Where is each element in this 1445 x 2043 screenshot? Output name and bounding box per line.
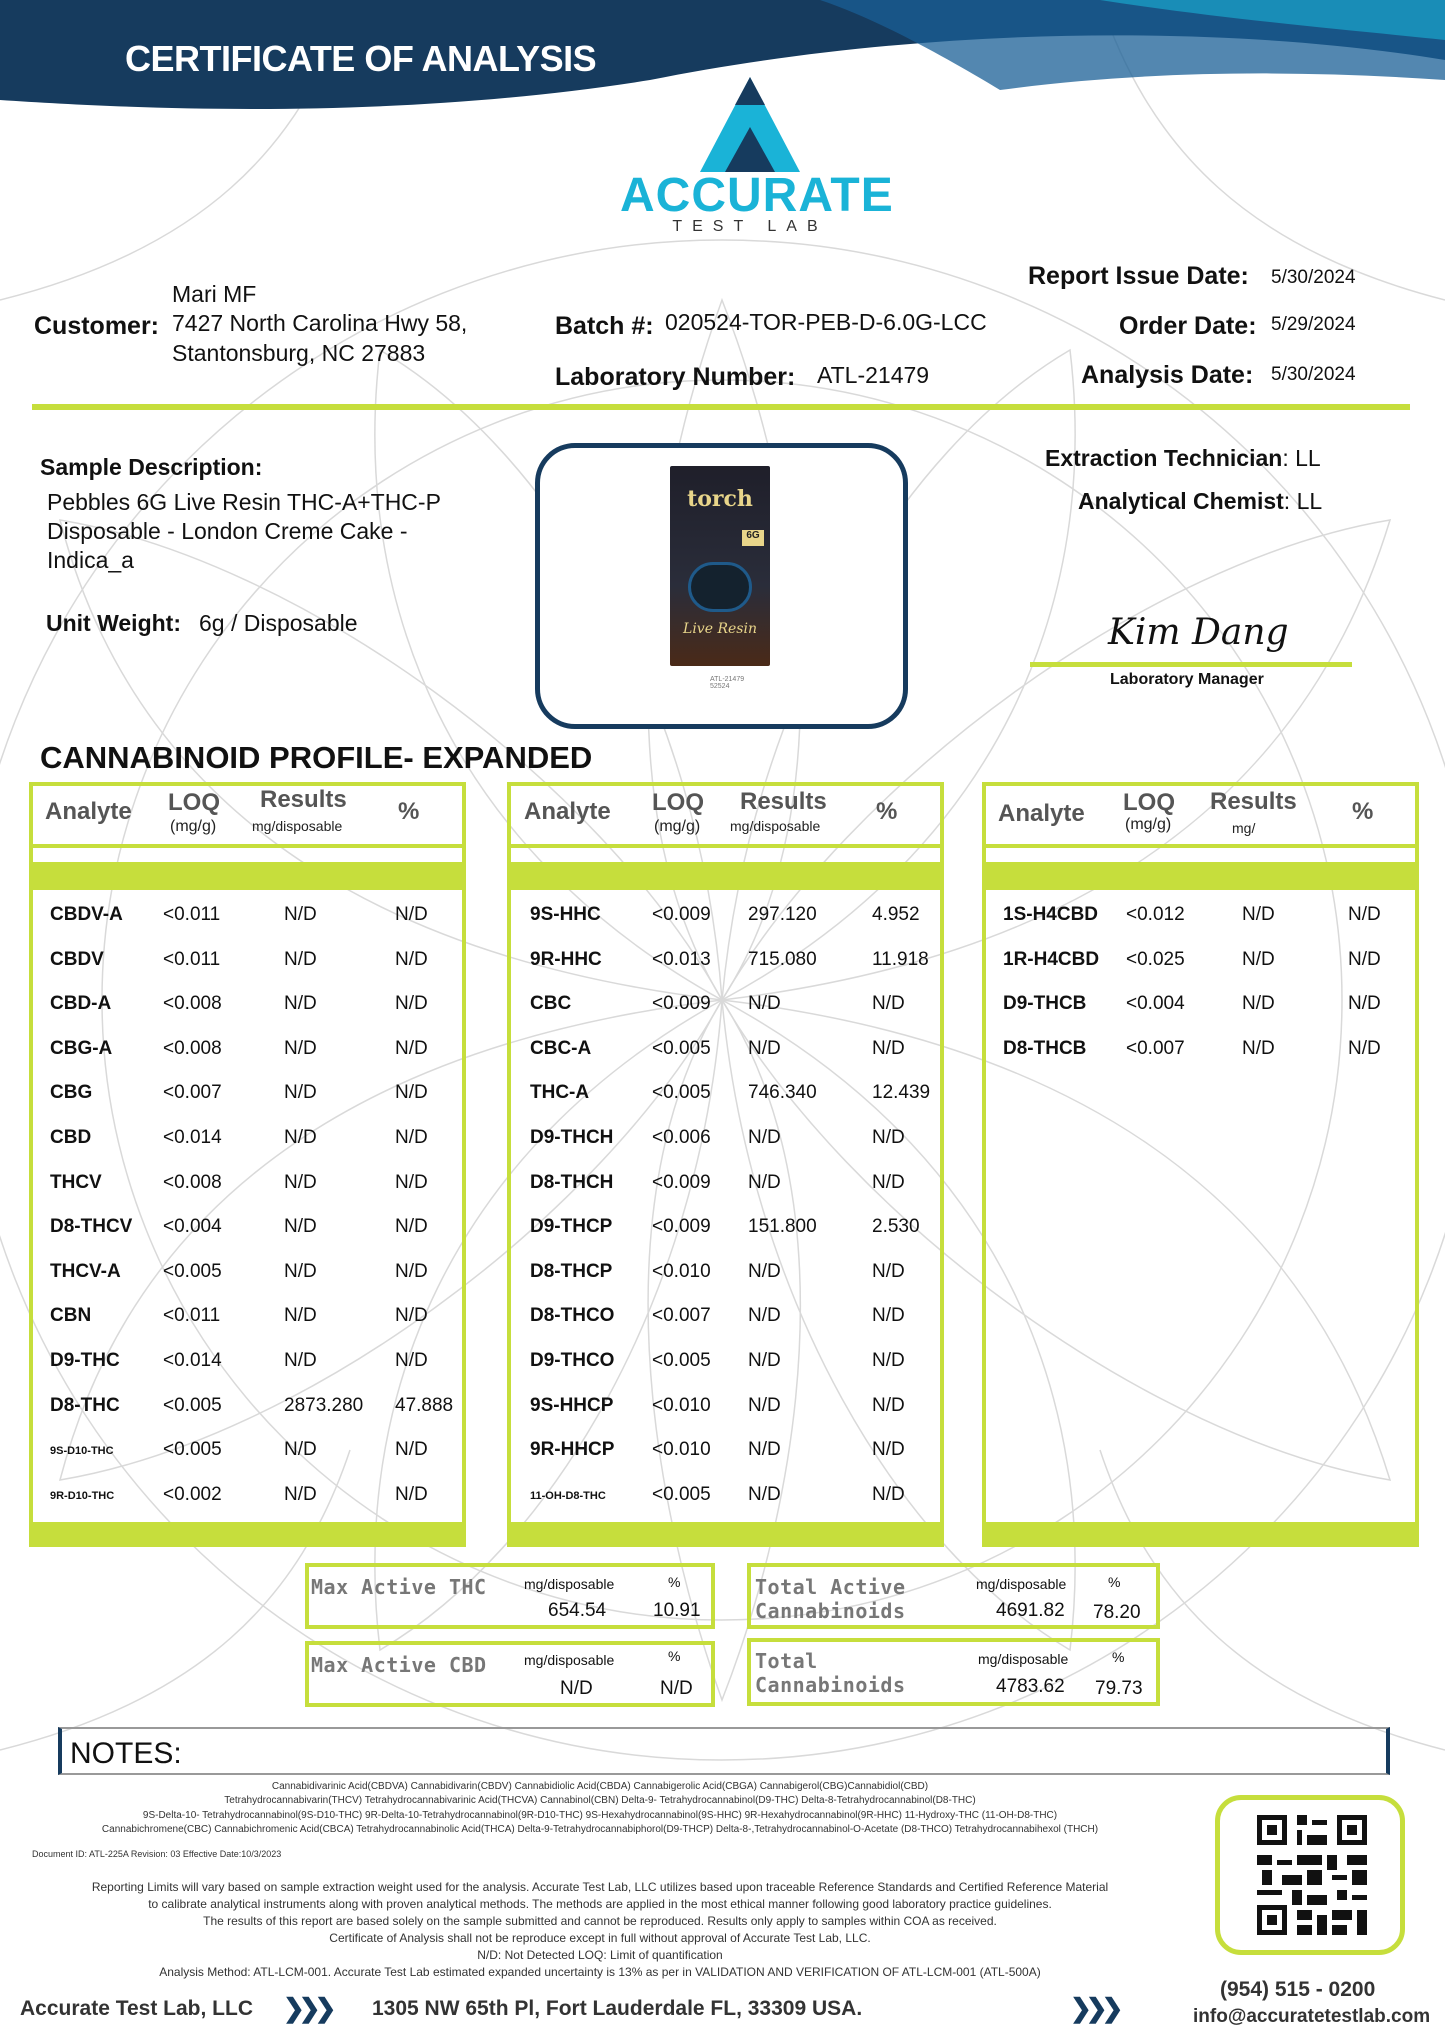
- logo-subtitle: TEST LAB: [672, 218, 828, 235]
- profile-panel-1: [29, 782, 466, 1547]
- panel-2-footer-bar: [507, 1522, 944, 1547]
- disclaimer-3: The results of this report are based solely on the sample submitted and cannot be reproduced. Results only apply to samples within COA as received.: [203, 1914, 997, 1928]
- sample-desc-label: Sample Description:: [40, 454, 263, 480]
- footer-address: 1305 NW 65th Pl, Fort Lauderdale FL, 33309 USA.: [372, 1997, 863, 2020]
- result-value: N/D: [284, 1484, 317, 1505]
- product-photo: [670, 466, 770, 666]
- analyte-name: CBC-A: [530, 1038, 592, 1059]
- customer-address-2: Stantonsburg, NC 27883: [172, 340, 426, 366]
- result-value: N/D: [748, 1038, 781, 1059]
- pct-value: 47.888: [395, 1395, 454, 1416]
- max-thc-pct-label: %: [668, 1574, 681, 1590]
- result-value: N/D: [284, 949, 317, 970]
- pct-value: N/D: [395, 904, 428, 925]
- loq-value: <0.004: [163, 1216, 222, 1237]
- max-cbd-pct-label: %: [668, 1648, 681, 1664]
- pct-value: 4.952: [872, 904, 920, 925]
- analyte-name: D8-THCB: [1003, 1038, 1087, 1059]
- hdr1-results: Results: [260, 786, 347, 813]
- result-value: N/D: [284, 1172, 317, 1193]
- pct-value: N/D: [872, 1172, 905, 1193]
- loq-value: <0.008: [163, 993, 222, 1014]
- max-thc-unit: mg/disposable: [524, 1576, 615, 1592]
- hdr2-loq-unit: (mg/g): [654, 818, 701, 835]
- pct-value: N/D: [395, 1305, 428, 1326]
- footer-phone[interactable]: (954) 515 - 0200: [1220, 1978, 1376, 2001]
- analyte-name: 9S-D10-THC: [50, 1445, 114, 1457]
- analyte-name: CBD: [50, 1127, 92, 1148]
- pct-value: N/D: [872, 1439, 905, 1460]
- analyte-name: D9-THCO: [530, 1350, 615, 1371]
- result-value: N/D: [284, 904, 317, 925]
- analyte-name: D9-THCB: [1003, 993, 1087, 1014]
- customer-address-1: 7427 North Carolina Hwy 58,: [172, 310, 468, 336]
- lab-number-label: Laboratory Number:: [555, 363, 796, 391]
- hdr2-loq: LOQ: [652, 789, 704, 816]
- analyte-name: D8-THCP: [530, 1261, 613, 1282]
- result-value: N/D: [748, 1395, 781, 1416]
- product-photo-frame: [535, 443, 908, 729]
- analyte-name: D9-THCH: [530, 1127, 614, 1148]
- panel-3-bar: [982, 862, 1419, 890]
- result-value: N/D: [284, 1439, 317, 1460]
- total-active-label-1: Total Active: [755, 1575, 906, 1599]
- result-value: N/D: [284, 1082, 317, 1103]
- result-value: N/D: [748, 993, 781, 1014]
- analyte-name: CBC: [530, 993, 572, 1014]
- total-pct-label: %: [1112, 1649, 1125, 1665]
- hdr1-loq-unit: (mg/g): [170, 818, 217, 835]
- pct-value: 11.918: [872, 949, 929, 970]
- loq-value: <0.011: [163, 904, 221, 925]
- disclaimer-4: Certificate of Analysis shall not be reproduce except in full without approval of Accurate Test Lab, LLC.: [329, 1931, 871, 1945]
- result-value: 715.080: [748, 949, 817, 970]
- result-value: 2873.280: [284, 1395, 364, 1416]
- total-label-2: Cannabinoids: [755, 1673, 906, 1697]
- result-value: N/D: [748, 1127, 781, 1148]
- hdr3-loq-unit: (mg/g): [1125, 816, 1172, 833]
- disclaimer-2: to calibrate analytical instruments along with proven analytical methods. The methods are applied in the most ethical manner following good laboratory practice guidelines.: [148, 1897, 1052, 1911]
- report-date-label: Report Issue Date:: [1028, 262, 1249, 290]
- analyte-name: THCV: [50, 1172, 102, 1193]
- pct-value: N/D: [872, 1350, 905, 1371]
- order-date-value: 5/29/2024: [1271, 314, 1356, 335]
- hdr3-results: Results: [1210, 788, 1297, 815]
- loq-value: <0.007: [1126, 1038, 1185, 1059]
- pct-value: N/D: [395, 949, 428, 970]
- max-cbd-label: Max Active CBD: [311, 1653, 487, 1677]
- analyte-name: CBG-A: [50, 1038, 113, 1059]
- hdr2-results-unit: mg/disposable: [730, 818, 821, 834]
- analyte-name: THCV-A: [50, 1261, 121, 1282]
- analyte-name: D8-THCV: [50, 1216, 133, 1237]
- pct-value: N/D: [872, 1127, 905, 1148]
- hdr1-results-unit: mg/disposable: [252, 818, 343, 834]
- panel-1-bar: [29, 862, 466, 890]
- analyte-name: 1R-H4CBD: [1003, 949, 1100, 970]
- pct-value: N/D: [1348, 904, 1381, 925]
- pct-value: N/D: [395, 1350, 428, 1371]
- loq-value: <0.008: [163, 1172, 222, 1193]
- pct-value: N/D: [395, 1082, 428, 1103]
- result-value: N/D: [748, 1172, 781, 1193]
- panel-2-bar: [507, 862, 944, 890]
- logo-wordmark: ACCURATE: [620, 169, 894, 222]
- loq-value: <0.010: [652, 1395, 711, 1416]
- pct-value: N/D: [872, 993, 905, 1014]
- hdr1-analyte: Analyte: [45, 798, 132, 825]
- profile-panel-2: [507, 782, 944, 1547]
- max-thc-pct: 10.91: [653, 1600, 701, 1621]
- pct-value: N/D: [395, 1261, 428, 1282]
- loq-value: <0.005: [652, 1350, 711, 1371]
- panel-3-footer-bar: [982, 1522, 1419, 1547]
- device-icon: [688, 562, 752, 612]
- analyte-name: CBN: [50, 1305, 92, 1326]
- result-value: N/D: [748, 1484, 781, 1505]
- result-value: N/D: [284, 1350, 317, 1371]
- result-value: N/D: [1242, 993, 1275, 1014]
- customer-label: Customer:: [34, 312, 160, 340]
- loq-value: <0.007: [652, 1305, 711, 1326]
- pct-value: 12.439: [872, 1082, 931, 1103]
- document-id: Document ID: ATL-225A Revision: 03 Effective Date:10/3/2023: [32, 1849, 282, 1859]
- result-value: N/D: [1242, 949, 1275, 970]
- analyte-name: D8-THCH: [530, 1172, 614, 1193]
- analyte-name: THC-A: [530, 1082, 590, 1103]
- result-value: N/D: [284, 1216, 317, 1237]
- signature: Kim Dang: [1108, 612, 1289, 653]
- result-value: N/D: [284, 993, 317, 1014]
- notes-line-3: 9S-Delta-10- Tetrahydrocannabinol(9S-D10-THC) 9R-Delta-10-Tetrahydrocannabinol(9R-D10-THC) 9S-Hexahydrocannabinol(9S-HHC) 9R-Hexahydrocannabinol(9R-HHC) 11-Hydroxy-THC (11-OH-D8-THC): [142, 1810, 1058, 1821]
- pct-value: N/D: [1348, 1038, 1381, 1059]
- total-active-mg: 4691.82: [996, 1600, 1065, 1621]
- pct-value: N/D: [395, 1038, 428, 1059]
- result-value: 151.800: [748, 1216, 817, 1237]
- loq-value: <0.005: [652, 1484, 711, 1505]
- result-value: 746.340: [748, 1082, 817, 1103]
- pct-value: N/D: [1348, 993, 1381, 1014]
- pct-value: N/D: [395, 1216, 428, 1237]
- header-divider: [32, 404, 1410, 410]
- report-date-value: 5/30/2024: [1271, 267, 1356, 288]
- max-thc-label: Max Active THC: [311, 1575, 487, 1599]
- pct-value: N/D: [395, 1439, 428, 1460]
- manager-label: Laboratory Manager: [1110, 671, 1264, 688]
- analyte-name: 9R-D10-THC: [50, 1490, 115, 1502]
- max-thc-mg: 654.54: [548, 1600, 607, 1621]
- hdr2-analyte: Analyte: [524, 798, 611, 825]
- result-value: N/D: [748, 1350, 781, 1371]
- result-value: N/D: [284, 1038, 317, 1059]
- analysis-date-value: 5/30/2024: [1271, 364, 1356, 385]
- analyte-name: CBD-A: [50, 993, 112, 1014]
- notes-line-4: Cannabichromene(CBC) Cannabichromenic Acid(CBCA) Tetrahydrocannabinolic Acid(THCA) Delta-9-Tetrahydrocannabiphorol(D9-THCP) Delta-8-,Tetrahydrocannabinol-O-Acetate (D8-THCO) Tetrahydrocannabihexol (THCH): [101, 1824, 1099, 1835]
- loq-value: <0.005: [163, 1261, 222, 1282]
- total-active-pct-label: %: [1108, 1574, 1121, 1590]
- result-value: N/D: [748, 1261, 781, 1282]
- pct-value: N/D: [872, 1038, 905, 1059]
- analyte-name: CBDV: [50, 949, 104, 970]
- batch-value: 020524-TOR-PEB-D-6.0G-LCC: [665, 309, 987, 335]
- loq-value: <0.007: [163, 1082, 222, 1103]
- profile-panel-3: [982, 782, 1419, 1547]
- analysis-date-label: Analysis Date:: [1081, 361, 1254, 389]
- loq-value: <0.009: [652, 993, 711, 1014]
- sample-desc-line-1: Pebbles 6G Live Resin THC-A+THC-P: [47, 489, 441, 515]
- signature-line: [1030, 662, 1352, 667]
- hdr1-loq: LOQ: [168, 789, 220, 816]
- loq-value: <0.005: [652, 1082, 711, 1103]
- loq-value: <0.004: [1126, 993, 1185, 1014]
- pct-value: N/D: [395, 1484, 428, 1505]
- analyte-name: D9-THC: [50, 1350, 120, 1371]
- customer-name: Mari MF: [172, 281, 257, 307]
- analyte-name: CBG: [50, 1082, 93, 1103]
- result-value: N/D: [748, 1439, 781, 1460]
- analyte-name: D8-THCO: [530, 1305, 615, 1326]
- disclaimer-5: N/D: Not Detected LOQ: Limit of quantification: [477, 1948, 723, 1962]
- notes-line-1: Cannabidivarinic Acid(CBDVA) Cannabidivarin(CBDV) Cannabidiolic Acid(CBDA) Cannabigerolic Acid(CBGA) Cannabigerol(CBG)Cannabidiol(CBD): [271, 1781, 929, 1792]
- loq-value: <0.009: [652, 1172, 711, 1193]
- order-date-label: Order Date:: [1119, 312, 1257, 340]
- profile-title: CANNABINOID PROFILE- EXPANDED: [40, 740, 593, 775]
- max-cbd-pct: N/D: [660, 1678, 693, 1699]
- analyte-name: 9R-HHCP: [530, 1439, 615, 1460]
- total-unit: mg/disposable: [978, 1651, 1069, 1667]
- footer-email[interactable]: info@accuratetestlab.com: [1193, 2006, 1431, 2027]
- result-value: N/D: [1242, 904, 1275, 925]
- batch-label: Batch #:: [555, 312, 654, 340]
- result-value: N/D: [1242, 1038, 1275, 1059]
- max-cbd-mg: N/D: [560, 1678, 593, 1699]
- loq-value: <0.011: [163, 1305, 221, 1326]
- total-active-unit: mg/disposable: [976, 1576, 1067, 1592]
- hdr1-pct: %: [398, 798, 420, 825]
- pct-value: N/D: [395, 993, 428, 1014]
- loq-value: <0.005: [163, 1395, 222, 1416]
- lab-number-value: ATL-21479: [817, 362, 930, 388]
- pct-value: N/D: [395, 1172, 428, 1193]
- loq-value: <0.014: [163, 1350, 222, 1371]
- analyte-name: D9-THCP: [530, 1216, 613, 1237]
- sample-desc-line-3: Indica_a: [47, 547, 134, 573]
- notes-line-2: Tetrahydrocannabivarin(THCV) Tetrahydrocannabivarinic Acid(THCVA) Cannabinol(CBN) Delta-9- Tetrahydrocannabinol(D9-THC) Delta-8-Tetrahydrocannabinol(D8-THC): [224, 1795, 976, 1806]
- photo-caption: ATL-21479 52524: [710, 676, 745, 690]
- loq-value: <0.009: [652, 1216, 711, 1237]
- analytical-chemist-label: Analytical Chemist: LL: [1078, 488, 1323, 514]
- hdr3-analyte: Analyte: [998, 800, 1085, 827]
- footer-company: Accurate Test Lab, LLC: [20, 1997, 253, 2020]
- result-value: N/D: [284, 1261, 317, 1282]
- loq-value: <0.005: [652, 1038, 711, 1059]
- loq-value: <0.010: [652, 1261, 711, 1282]
- analyte-name: 11-OH-D8-THC: [530, 1490, 606, 1502]
- total-mg: 4783.62: [996, 1676, 1065, 1697]
- analyte-name: 9S-HHCP: [530, 1395, 614, 1416]
- disclaimer-1: Reporting Limits will vary based on sample extraction weight used for the analysis. Accurate Test Lab, LLC utilizes based upon traceable Reference Standards and Certified Reference Material: [91, 1880, 1109, 1894]
- result-value: N/D: [748, 1305, 781, 1326]
- chevrons-icon-left: ❯❯❯: [283, 1993, 331, 2023]
- certificate-title: CERTIFICATE OF ANALYSIS: [125, 38, 597, 79]
- extraction-tech-label: Extraction Technician: LL: [1045, 445, 1321, 471]
- disclaimer-6: Analysis Method: ATL-LCM-001. Accurate Test Lab estimated expanded uncertainty is 13% as per in VALIDATION AND VERIFICATION OF ATL-LCM-001 (ATL-500A): [159, 1965, 1041, 1979]
- sample-desc-line-2: Disposable - London Creme Cake -: [47, 518, 408, 544]
- qr-frame: [1215, 1795, 1405, 1955]
- loq-value: <0.002: [163, 1484, 222, 1505]
- product-tag: 6G: [742, 530, 764, 546]
- panel-1-footer-bar: [29, 1522, 466, 1547]
- total-active-label-2: Cannabinoids: [755, 1599, 906, 1623]
- pct-value: N/D: [872, 1395, 905, 1416]
- analyte-name: 9R-HHC: [530, 949, 602, 970]
- hdr2-pct: %: [876, 798, 898, 825]
- loq-value: <0.014: [163, 1127, 222, 1148]
- analyte-name: 9S-HHC: [530, 904, 601, 925]
- unit-weight-label: Unit Weight:: [46, 610, 181, 636]
- product-script: Live Resin: [683, 621, 757, 637]
- hdr2-results: Results: [740, 788, 827, 815]
- notes-title: NOTES:: [70, 1737, 182, 1770]
- loq-value: <0.010: [652, 1439, 711, 1460]
- notes-box: [58, 1727, 1390, 1775]
- total-label-1: Total: [755, 1649, 818, 1673]
- hdr3-pct: %: [1352, 798, 1374, 825]
- pct-value: N/D: [395, 1127, 428, 1148]
- result-value: 297.120: [748, 904, 817, 925]
- pct-value: N/D: [872, 1261, 905, 1282]
- total-pct: 79.73: [1095, 1678, 1143, 1699]
- total-active-pct: 78.20: [1093, 1602, 1141, 1623]
- result-value: N/D: [284, 1305, 317, 1326]
- pct-value: N/D: [1348, 949, 1381, 970]
- loq-value: <0.006: [652, 1127, 711, 1148]
- hdr3-results-unit: mg/: [1232, 820, 1256, 836]
- analyte-name: D8-THC: [50, 1395, 120, 1416]
- loq-value: <0.025: [1126, 949, 1185, 970]
- analyte-name: 1S-H4CBD: [1003, 904, 1099, 925]
- loq-value: <0.012: [1126, 904, 1185, 925]
- result-value: N/D: [284, 1127, 317, 1148]
- hdr3-loq: LOQ: [1123, 789, 1175, 816]
- loq-value: <0.011: [163, 949, 221, 970]
- loq-value: <0.009: [652, 904, 711, 925]
- qr-code-icon[interactable]: [1257, 1815, 1367, 1935]
- loq-value: <0.008: [163, 1038, 222, 1059]
- loq-value: <0.005: [163, 1439, 222, 1460]
- analyte-name: CBDV-A: [50, 904, 123, 925]
- product-brand: torch: [687, 486, 753, 512]
- loq-value: <0.013: [652, 949, 711, 970]
- pct-value: 2.530: [872, 1216, 920, 1237]
- chevrons-icon-right: ❯❯❯: [1070, 1993, 1118, 2023]
- pct-value: N/D: [872, 1305, 905, 1326]
- unit-weight-value: 6g / Disposable: [199, 610, 358, 636]
- pct-value: N/D: [872, 1484, 905, 1505]
- max-cbd-unit: mg/disposable: [524, 1652, 615, 1668]
